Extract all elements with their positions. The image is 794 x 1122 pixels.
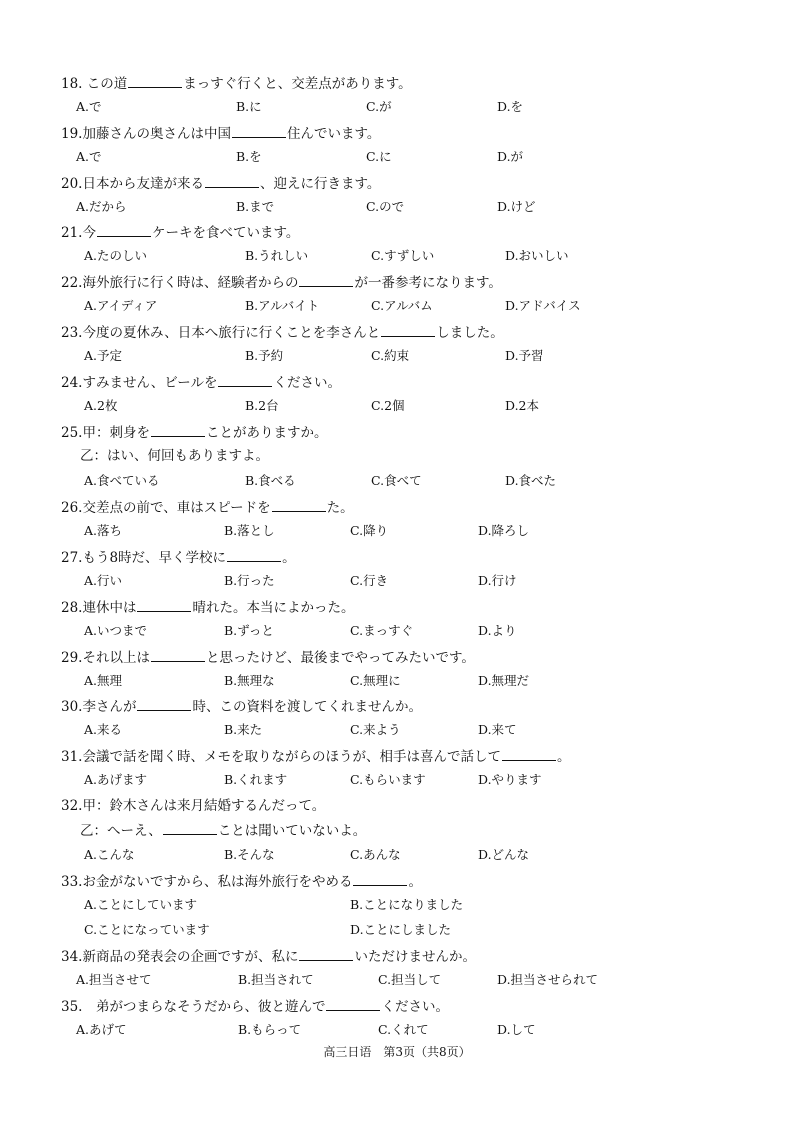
option-a: A.こんな	[84, 847, 135, 862]
question-text-after: 住んでいます。	[286, 126, 381, 142]
option-d: D.けど	[497, 199, 536, 214]
question-text-before: 19.加藤さんの奥さんは中国	[61, 126, 231, 142]
option-a: A.あげて	[76, 1022, 127, 1037]
option-c: C.約束	[371, 348, 410, 363]
option-d: D.やります	[478, 772, 542, 787]
question-text-after: ください。	[273, 375, 341, 391]
question-text-after: いただけませんか。	[354, 949, 476, 965]
question-text-before: 30.李さんが	[61, 699, 137, 715]
option-c: C.来よう	[350, 722, 401, 737]
question-text: 32.甲：鈴木さんは来月結婚するんだって。	[61, 798, 326, 814]
option-d: D.来て	[478, 722, 517, 737]
question-text-after: ケーキを食べています。	[151, 225, 300, 241]
question-text	[61, 74, 412, 93]
question-text-after: ください。	[381, 999, 449, 1015]
question-text	[61, 323, 504, 342]
page-footer: 高三日语 第3页（共8页）	[323, 1045, 471, 1059]
option-c: C.ことになっています	[84, 922, 210, 937]
option-d: D.無理だ	[478, 673, 530, 688]
option-c: C.が	[366, 99, 392, 114]
option-b: B.ずっと	[224, 623, 274, 638]
question-text-before: 28.連休中は	[61, 600, 137, 616]
option-c: C.に	[366, 149, 392, 164]
answer-blank	[205, 174, 259, 188]
option-b: B.食べる	[245, 473, 296, 488]
question-text-before: 35. 弟がつまらなそうだから、彼と遊んで	[61, 999, 326, 1015]
option-a: A.アイディア	[84, 298, 158, 313]
question-text-after: 。	[408, 874, 422, 890]
option-c: C.アルバム	[371, 298, 433, 313]
option-c: C.ので	[366, 199, 405, 214]
option-c: C.まっすぐ	[350, 623, 414, 638]
question-text-after: 、迎えに行きます。	[259, 176, 381, 192]
option-d: D.降ろし	[478, 523, 530, 538]
dialogue-line	[80, 821, 366, 840]
answer-blank	[151, 648, 205, 662]
question-text	[61, 373, 341, 392]
answer-blank	[137, 598, 191, 612]
option-c: C.無理に	[350, 673, 401, 688]
option-b: B.に	[236, 99, 262, 114]
answer-blank	[353, 872, 407, 886]
question-text-before: 乙：へーえ、	[80, 823, 162, 839]
question-text-before: 26.交差点の前で、車はスピードを	[61, 500, 271, 516]
option-b: B.まで	[236, 199, 275, 214]
option-b: B.ことになりました	[350, 897, 464, 912]
question-text-after: 。	[282, 550, 296, 566]
option-b: B.予約	[245, 348, 284, 363]
question-text-before: 20.日本から友達が来る	[61, 176, 204, 192]
option-c: C.すずしい	[371, 248, 435, 263]
option-d: D.予習	[505, 348, 544, 363]
question-text-before: 24.すみません、ビールを	[61, 375, 218, 391]
question-text	[61, 947, 476, 966]
answer-blank	[502, 747, 556, 761]
option-d: D.2本	[505, 398, 540, 413]
question-text-before: 18. この道	[61, 76, 128, 92]
option-d: D.が	[497, 149, 524, 164]
question-text	[61, 174, 380, 193]
option-a: A.予定	[84, 348, 123, 363]
dialogue-line: 乙：はい、何回もありますよ。	[80, 448, 269, 464]
option-a: A.だから	[76, 199, 127, 214]
option-c: C.2個	[371, 398, 405, 413]
option-c: C.降り	[350, 523, 389, 538]
answer-blank	[272, 498, 326, 512]
answer-blank	[163, 821, 217, 835]
question-text	[61, 648, 475, 667]
option-b: B.2台	[245, 398, 279, 413]
question-text	[61, 223, 299, 242]
option-c: C.あんな	[350, 847, 401, 862]
question-text-before: 33.お金がないですから、私は海外旅行をやめる	[61, 874, 353, 890]
option-d: D.を	[497, 99, 524, 114]
answer-blank	[232, 124, 286, 138]
question-text	[61, 697, 422, 716]
option-a: A.落ち	[84, 523, 123, 538]
question-text-after: まっすぐ行くと、交差点があります。	[183, 76, 412, 92]
question-text	[61, 747, 570, 766]
question-text	[61, 423, 327, 442]
question-text-after: 。	[556, 749, 571, 765]
option-d: D.より	[478, 623, 517, 638]
option-a: A.担当させて	[76, 972, 152, 987]
option-b: B.うれしい	[245, 248, 309, 263]
answer-blank	[299, 273, 353, 287]
option-b: B.無理な	[224, 673, 275, 688]
option-b: B.アルバイト	[245, 298, 320, 313]
question-text-after: ことは聞いていないよ。	[217, 823, 367, 839]
option-b: B.来た	[224, 722, 263, 737]
question-text-after: と思ったけど、最後までやってみたいです。	[205, 650, 475, 666]
option-d: D.担当させられて	[497, 972, 599, 987]
option-d: D.アドバイス	[505, 298, 581, 313]
answer-blank	[299, 947, 353, 961]
option-a: A.あげます	[84, 772, 148, 787]
question-text-before: 23.今度の夏休み、日本へ旅行に行くことを李さんと	[61, 325, 381, 341]
answer-blank	[218, 373, 272, 387]
option-a: A.たのしい	[84, 248, 148, 263]
option-c: C.担当して	[378, 972, 442, 987]
option-c: C.行き	[350, 573, 389, 588]
option-c: C.もらいます	[350, 772, 426, 787]
option-d: D.して	[497, 1022, 536, 1037]
option-d: D.ことにしました	[350, 922, 452, 937]
question-text	[61, 997, 449, 1016]
question-text-before: 25.甲：刺身を	[61, 425, 150, 441]
answer-blank	[137, 697, 191, 711]
question-text-after: 晴れた。本当によかった。	[192, 600, 355, 616]
option-a: A.で	[76, 99, 102, 114]
question-text	[61, 598, 354, 617]
question-text	[61, 124, 380, 143]
option-d: D.どんな	[478, 847, 530, 862]
question-text-after: が一番参考になります。	[354, 275, 502, 291]
option-b: B.落とし	[224, 523, 275, 538]
option-a: A.行い	[84, 573, 123, 588]
question-text	[61, 498, 354, 517]
question-text-before: 22.海外旅行に行く時は、経験者からの	[61, 275, 299, 291]
option-b: B.担当されて	[238, 972, 314, 987]
option-b: B.くれます	[224, 772, 288, 787]
option-b: B.行った	[224, 573, 275, 588]
option-a: A.2枚	[84, 398, 118, 413]
option-d: D.食べた	[505, 473, 557, 488]
question-text-after: ことがありますか。	[205, 425, 328, 441]
answer-blank	[151, 423, 205, 437]
question-text-after: 時、この資料を渡してくれませんか。	[192, 699, 422, 715]
question-text-before: 27.もう8時だ、早く学校に	[61, 550, 227, 566]
question-text-before: 29.それ以上は	[61, 650, 150, 666]
answer-blank	[326, 997, 380, 1011]
question-text-after: しました。	[436, 325, 504, 341]
question-text-after: た。	[326, 500, 354, 516]
question-text	[61, 273, 502, 292]
option-a: A.来る	[84, 722, 123, 737]
option-c: C.食べて	[371, 473, 422, 488]
answer-blank	[381, 323, 435, 337]
question-text	[61, 872, 422, 891]
option-b: B.もらって	[238, 1022, 302, 1037]
answer-blank	[227, 548, 281, 562]
option-d: D.おいしい	[505, 248, 569, 263]
option-a: A.無理	[84, 673, 123, 688]
option-a: A.ことにしています	[84, 897, 198, 912]
option-a: A.いつまで	[84, 623, 148, 638]
answer-blank	[97, 223, 151, 237]
question-text	[61, 548, 296, 567]
option-b: B.そんな	[224, 847, 275, 862]
question-text-before: 21.今	[61, 225, 96, 241]
question-text-before: 34.新商品の発表会の企画ですが、私に	[61, 949, 299, 965]
option-b: B.を	[236, 149, 262, 164]
option-a: A.で	[76, 149, 102, 164]
answer-blank	[128, 74, 182, 88]
option-a: A.食べている	[84, 473, 160, 488]
question-text-before: 31.会議で話を聞く時、メモを取りながらのほうが、相手は喜んで話して	[61, 749, 501, 765]
option-d: D.行け	[478, 573, 517, 588]
option-c: C.くれて	[378, 1022, 429, 1037]
